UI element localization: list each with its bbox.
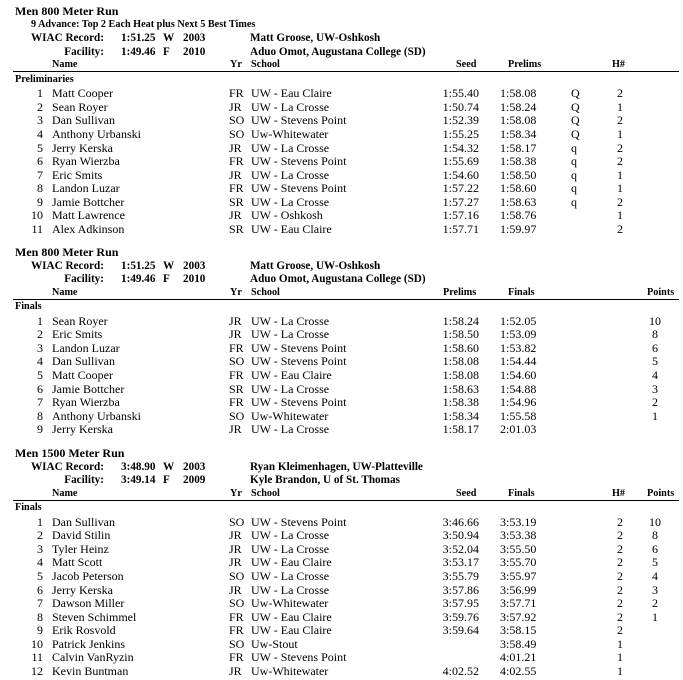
row-prelims-time: 1:58.63 xyxy=(500,194,537,209)
row-heat: 1 xyxy=(617,650,623,665)
record-holder: Matt Groose, UW-Oshkosh xyxy=(250,259,381,272)
row-year: JR xyxy=(229,555,242,570)
row-place: 4 xyxy=(37,127,43,142)
row-finals-time: 4:01.21 xyxy=(500,650,537,665)
row-school: UW - Eau Claire xyxy=(251,368,332,383)
row-place: 2 xyxy=(37,528,43,543)
row-year: FR xyxy=(229,609,244,624)
row-school: UW - La Crosse xyxy=(251,167,330,182)
column-header-c1: Seed xyxy=(456,487,477,499)
row-finals-time: 3:57.92 xyxy=(500,609,537,624)
row-finals-time: 3:56.99 xyxy=(500,582,537,597)
row-year: JR xyxy=(229,313,242,328)
record-label: Facility: xyxy=(64,45,104,58)
row-place: 4 xyxy=(37,354,43,369)
row-prelims-time: 1:58.38 xyxy=(442,395,479,410)
row-place: 5 xyxy=(37,140,43,155)
row-athlete-name: Dan Sullivan xyxy=(52,113,115,128)
row-heat: 2 xyxy=(617,623,623,638)
row-school: UW - La Crosse xyxy=(251,381,330,396)
row-school: UW - La Crosse xyxy=(251,582,330,597)
row-year: SO xyxy=(229,354,245,369)
row-place: 5 xyxy=(37,569,43,584)
column-header-c4: Points xyxy=(647,286,675,298)
row-athlete-name: Jamie Bottcher xyxy=(52,381,125,396)
row-place: 11 xyxy=(31,221,43,236)
row-heat: 2 xyxy=(617,113,623,128)
row-qualifier: Q xyxy=(571,113,580,128)
row-year: FR xyxy=(229,181,244,196)
row-seed-time: 1:55.25 xyxy=(442,127,479,142)
record-flag: W xyxy=(163,32,175,45)
row-prelims-time: 1:58.34 xyxy=(500,127,537,142)
column-header-c2: Prelims xyxy=(508,59,542,71)
row-year: JR xyxy=(229,528,242,543)
row-seed-time: 3:52.04 xyxy=(442,541,479,556)
row-finals-time: 1:53.82 xyxy=(500,340,537,355)
row-qualifier: q xyxy=(571,154,577,169)
row-prelims-time: 1:58.76 xyxy=(500,208,537,223)
row-finals-time: 1:54.88 xyxy=(500,381,537,396)
row-prelims-time: 1:58.24 xyxy=(500,99,537,114)
row-seed-time: 1:52.39 xyxy=(442,113,479,128)
event-title: Men 800 Meter Run xyxy=(15,245,119,259)
row-place: 10 xyxy=(31,208,43,223)
row-school: UW - Stevens Point xyxy=(251,154,347,169)
column-header-name: Name xyxy=(52,487,78,499)
record-year: 2003 xyxy=(183,259,206,272)
row-place: 9 xyxy=(37,422,43,437)
row-seed-time: 4:02.52 xyxy=(442,663,479,678)
record-holder: Aduo Omot, Augustana College (SD) xyxy=(250,45,426,58)
header-divider xyxy=(13,71,679,72)
row-points: 8 xyxy=(652,528,658,543)
row-year: JR xyxy=(229,422,242,437)
row-school: UW - La Crosse xyxy=(251,140,330,155)
record-holder: Matt Groose, UW-Oshkosh xyxy=(250,32,381,45)
row-place: 8 xyxy=(37,408,43,423)
column-header-yr: Yr xyxy=(230,286,242,298)
row-year: SR xyxy=(229,221,244,236)
row-prelims-time: 1:58.08 xyxy=(442,354,479,369)
record-time: 1:51.25 xyxy=(121,32,156,45)
row-school: UW - Oshkosh xyxy=(251,208,323,223)
row-seed-time: 3:59.76 xyxy=(442,609,479,624)
row-seed-time: 3:50.94 xyxy=(442,528,479,543)
row-athlete-name: Jerry Kerska xyxy=(52,140,113,155)
row-athlete-name: Eric Smits xyxy=(52,327,103,342)
row-place: 5 xyxy=(37,368,43,383)
row-seed-time: 1:55.69 xyxy=(442,154,479,169)
row-school: Uw-Whitewater xyxy=(251,127,329,142)
record-label: WIAC Record: xyxy=(30,32,104,45)
row-athlete-name: Matt Scott xyxy=(52,555,103,570)
row-finals-time: 3:53.19 xyxy=(500,514,537,529)
round-label: Preliminaries xyxy=(15,73,74,85)
row-school: UW - Eau Claire xyxy=(251,555,332,570)
row-prelims-time: 1:58.17 xyxy=(500,140,537,155)
row-athlete-name: Matt Lawrence xyxy=(52,208,125,223)
column-header-c3: H# xyxy=(612,59,626,71)
row-finals-time: 4:02.55 xyxy=(500,663,537,678)
record-holder: Kyle Brandon, U of St. Thomas xyxy=(250,474,400,487)
row-prelims-time: 1:58.63 xyxy=(442,381,479,396)
record-time: 3:49.14 xyxy=(121,474,156,487)
row-year: FR xyxy=(229,368,244,383)
record-year: 2010 xyxy=(183,273,206,286)
row-prelims-time: 1:58.08 xyxy=(500,113,537,128)
row-year: FR xyxy=(229,395,244,410)
column-header-yr: Yr xyxy=(230,487,242,499)
row-school: Uw-Whitewater xyxy=(251,596,329,611)
event-title: Men 800 Meter Run xyxy=(15,4,119,18)
column-header-c4: Points xyxy=(647,487,675,499)
row-year: SO xyxy=(229,636,245,651)
row-year: JR xyxy=(229,140,242,155)
row-athlete-name: Eric Smits xyxy=(52,167,103,182)
row-athlete-name: Anthony Urbanski xyxy=(52,127,141,142)
row-school: UW - Stevens Point xyxy=(251,650,347,665)
row-finals-time: 3:57.71 xyxy=(500,596,537,611)
row-seed-time: 1:57.27 xyxy=(442,194,479,209)
row-prelims-time: 1:59.97 xyxy=(500,221,537,236)
row-prelims-time: 1:58.50 xyxy=(500,167,537,182)
row-school: UW - La Crosse xyxy=(251,327,330,342)
row-heat: 2 xyxy=(617,221,623,236)
row-heat: 1 xyxy=(617,99,623,114)
row-school: UW - La Crosse xyxy=(251,99,330,114)
row-points: 10 xyxy=(649,514,661,529)
record-flag: W xyxy=(163,460,175,473)
column-header-school: School xyxy=(251,487,280,499)
row-athlete-name: Ryan Wierzba xyxy=(52,395,120,410)
row-athlete-name: Jacob Peterson xyxy=(52,569,124,584)
row-points: 4 xyxy=(652,368,658,383)
row-athlete-name: David Stilin xyxy=(52,528,111,543)
row-heat: 2 xyxy=(617,528,623,543)
record-flag: F xyxy=(163,474,170,487)
row-athlete-name: Dan Sullivan xyxy=(52,514,115,529)
row-prelims-time: 1:58.60 xyxy=(442,340,479,355)
record-flag: F xyxy=(163,45,170,58)
row-place: 3 xyxy=(37,541,43,556)
column-header-c1: Prelims xyxy=(443,286,477,298)
row-school: Uw-Stout xyxy=(251,636,298,651)
row-year: FR xyxy=(229,623,244,638)
row-year: JR xyxy=(229,167,242,182)
row-points: 10 xyxy=(649,313,661,328)
record-time: 1:49.46 xyxy=(121,45,156,58)
row-seed-time: 1:50.74 xyxy=(442,99,479,114)
row-seed-time: 1:57.16 xyxy=(442,208,479,223)
row-school: UW - Stevens Point xyxy=(251,514,347,529)
row-prelims-time: 1:58.34 xyxy=(442,408,479,423)
row-school: UW - Eau Claire xyxy=(251,221,332,236)
row-heat: 2 xyxy=(617,582,623,597)
row-heat: 2 xyxy=(617,154,623,169)
row-school: UW - Stevens Point xyxy=(251,113,347,128)
row-place: 4 xyxy=(37,555,43,570)
row-seed-time: 1:57.71 xyxy=(442,221,479,236)
row-place: 7 xyxy=(37,395,43,410)
row-heat: 1 xyxy=(617,663,623,678)
row-prelims-time: 1:58.38 xyxy=(500,154,537,169)
row-finals-time: 3:53.38 xyxy=(500,528,537,543)
row-prelims-time: 1:58.50 xyxy=(442,327,479,342)
row-heat: 2 xyxy=(617,86,623,101)
row-heat: 2 xyxy=(617,514,623,529)
row-athlete-name: Calvin VanRyzin xyxy=(52,650,134,665)
row-athlete-name: Erik Rosvold xyxy=(52,623,116,638)
row-finals-time: 1:55.58 xyxy=(500,408,537,423)
row-year: SO xyxy=(229,113,245,128)
row-seed-time: 3:57.95 xyxy=(442,596,479,611)
row-place: 8 xyxy=(37,609,43,624)
row-athlete-name: Landon Luzar xyxy=(52,181,120,196)
row-school: UW - Eau Claire xyxy=(251,86,332,101)
column-header-yr: Yr xyxy=(230,59,242,71)
row-athlete-name: Steven Schimmel xyxy=(52,609,137,624)
record-flag: F xyxy=(163,273,170,286)
row-year: SR xyxy=(229,381,244,396)
row-school: UW - La Crosse xyxy=(251,422,330,437)
row-place: 1 xyxy=(37,313,43,328)
row-school: UW - La Crosse xyxy=(251,528,330,543)
row-athlete-name: Ryan Wierzba xyxy=(52,154,120,169)
row-prelims-time: 1:58.08 xyxy=(500,86,537,101)
row-points: 8 xyxy=(652,327,658,342)
row-year: JR xyxy=(229,663,242,678)
row-place: 6 xyxy=(37,381,43,396)
row-school: Uw-Whitewater xyxy=(251,663,329,678)
row-place: 1 xyxy=(37,86,43,101)
record-year: 2003 xyxy=(183,32,206,45)
record-holder: Aduo Omot, Augustana College (SD) xyxy=(250,273,426,286)
row-place: 7 xyxy=(37,596,43,611)
row-school: UW - La Crosse xyxy=(251,313,330,328)
row-year: JR xyxy=(229,582,242,597)
record-time: 1:51.25 xyxy=(121,259,156,272)
column-header-school: School xyxy=(251,59,280,71)
row-points: 5 xyxy=(652,555,658,570)
row-finals-time: 1:54.96 xyxy=(500,395,537,410)
row-school: UW - La Crosse xyxy=(251,541,330,556)
record-label: WIAC Record: xyxy=(30,460,104,473)
row-seed-time: 1:54.60 xyxy=(442,167,479,182)
row-athlete-name: Jerry Kerska xyxy=(52,422,113,437)
row-heat: 1 xyxy=(617,167,623,182)
row-finals-time: 1:53.09 xyxy=(500,327,537,342)
column-header-c3: H# xyxy=(612,487,626,499)
row-finals-time: 3:55.50 xyxy=(500,541,537,556)
row-prelims-time: 1:58.17 xyxy=(442,422,479,437)
row-finals-time: 3:58.15 xyxy=(500,623,537,638)
row-school: UW - Stevens Point xyxy=(251,340,347,355)
record-holder: Ryan Kleimenhagen, UW-Platteville xyxy=(250,460,423,473)
row-seed-time: 1:57.22 xyxy=(442,181,479,196)
record-label: Facility: xyxy=(64,474,104,487)
row-year: FR xyxy=(229,650,244,665)
row-heat: 1 xyxy=(617,181,623,196)
row-place: 3 xyxy=(37,113,43,128)
header-divider xyxy=(13,299,679,300)
row-heat: 2 xyxy=(617,555,623,570)
row-year: JR xyxy=(229,99,242,114)
row-year: SO xyxy=(229,408,245,423)
row-seed-time: 3:59.64 xyxy=(442,623,479,638)
row-athlete-name: Sean Royer xyxy=(52,99,108,114)
row-athlete-name: Jamie Bottcher xyxy=(52,194,125,209)
column-header-name: Name xyxy=(52,286,78,298)
row-athlete-name: Dawson Miller xyxy=(52,596,125,611)
record-time: 3:48.90 xyxy=(121,460,156,473)
row-finals-time: 2:01.03 xyxy=(500,422,537,437)
row-qualifier: q xyxy=(571,181,577,196)
row-year: FR xyxy=(229,340,244,355)
row-heat: 1 xyxy=(617,636,623,651)
row-qualifier: q xyxy=(571,194,577,209)
row-school: UW - Stevens Point xyxy=(251,395,347,410)
row-prelims-time: 1:58.60 xyxy=(500,181,537,196)
row-heat: 2 xyxy=(617,140,623,155)
row-year: FR xyxy=(229,86,244,101)
row-athlete-name: Kevin Buntman xyxy=(52,663,129,678)
record-year: 2003 xyxy=(183,460,206,473)
row-athlete-name: Patrick Jenkins xyxy=(52,636,125,651)
row-finals-time: 1:54.60 xyxy=(500,368,537,383)
row-points: 2 xyxy=(652,395,658,410)
row-place: 10 xyxy=(31,636,43,651)
row-year: SO xyxy=(229,569,245,584)
row-points: 6 xyxy=(652,340,658,355)
row-school: UW - Stevens Point xyxy=(251,181,347,196)
record-year: 2010 xyxy=(183,45,206,58)
record-time: 1:49.46 xyxy=(121,273,156,286)
row-place: 1 xyxy=(37,514,43,529)
row-athlete-name: Landon Luzar xyxy=(52,340,120,355)
row-heat: 2 xyxy=(617,194,623,209)
row-year: JR xyxy=(229,208,242,223)
row-school: UW - Eau Claire xyxy=(251,609,332,624)
row-year: JR xyxy=(229,327,242,342)
row-points: 5 xyxy=(652,354,658,369)
row-place: 9 xyxy=(37,623,43,638)
row-place: 6 xyxy=(37,582,43,597)
row-qualifier: q xyxy=(571,167,577,182)
column-header-c2: Finals xyxy=(508,487,535,499)
row-qualifier: Q xyxy=(571,99,580,114)
row-school: UW - Stevens Point xyxy=(251,354,347,369)
row-points: 3 xyxy=(652,381,658,396)
row-place: 3 xyxy=(37,340,43,355)
row-athlete-name: Jerry Kerska xyxy=(52,582,113,597)
round-label: Finals xyxy=(15,301,42,313)
row-place: 12 xyxy=(31,663,43,678)
row-place: 2 xyxy=(37,99,43,114)
row-place: 9 xyxy=(37,194,43,209)
row-heat: 2 xyxy=(617,596,623,611)
row-heat: 2 xyxy=(617,569,623,584)
row-year: SO xyxy=(229,127,245,142)
header-divider xyxy=(13,500,679,501)
row-seed-time: 3:53.17 xyxy=(442,555,479,570)
row-seed-time: 3:46.66 xyxy=(442,514,479,529)
row-place: 11 xyxy=(31,650,43,665)
row-seed-time: 1:55.40 xyxy=(442,86,479,101)
event-title: Men 1500 Meter Run xyxy=(15,446,125,460)
row-school: UW - La Crosse xyxy=(251,569,330,584)
row-athlete-name: Tyler Heinz xyxy=(52,541,109,556)
row-points: 1 xyxy=(652,408,658,423)
row-place: 6 xyxy=(37,154,43,169)
row-points: 2 xyxy=(652,596,658,611)
row-year: SO xyxy=(229,514,245,529)
row-seed-time: 3:55.79 xyxy=(442,569,479,584)
row-heat: 2 xyxy=(617,609,623,624)
row-school: Uw-Whitewater xyxy=(251,408,329,423)
row-finals-time: 3:58.49 xyxy=(500,636,537,651)
row-place: 8 xyxy=(37,181,43,196)
row-athlete-name: Anthony Urbanski xyxy=(52,408,141,423)
record-label: WIAC Record: xyxy=(30,259,104,272)
row-seed-time: 3:57.86 xyxy=(442,582,479,597)
row-athlete-name: Sean Royer xyxy=(52,313,108,328)
row-qualifier: Q xyxy=(571,86,580,101)
row-prelims-time: 1:58.24 xyxy=(442,313,479,328)
row-points: 1 xyxy=(652,609,658,624)
advance-rule: 9 Advance: Top 2 Each Heat plus Next 5 Best Times xyxy=(31,18,256,30)
row-athlete-name: Alex Adkinson xyxy=(52,221,125,236)
row-finals-time: 3:55.70 xyxy=(500,555,537,570)
row-points: 3 xyxy=(652,582,658,597)
row-finals-time: 3:55.97 xyxy=(500,569,537,584)
record-flag: W xyxy=(163,259,175,272)
row-heat: 1 xyxy=(617,208,623,223)
row-place: 2 xyxy=(37,327,43,342)
row-athlete-name: Dan Sullivan xyxy=(52,354,115,369)
row-finals-time: 1:52.05 xyxy=(500,313,537,328)
row-athlete-name: Matt Cooper xyxy=(52,86,113,101)
row-year: FR xyxy=(229,154,244,169)
row-heat: 1 xyxy=(617,127,623,142)
row-year: SR xyxy=(229,194,244,209)
row-seed-time: 1:54.32 xyxy=(442,140,479,155)
column-header-c1: Seed xyxy=(456,59,477,71)
row-year: JR xyxy=(229,541,242,556)
row-points: 4 xyxy=(652,569,658,584)
row-school: UW - Eau Claire xyxy=(251,623,332,638)
row-finals-time: 1:54.44 xyxy=(500,354,537,369)
column-header-school: School xyxy=(251,286,280,298)
row-points: 6 xyxy=(652,541,658,556)
row-heat: 2 xyxy=(617,541,623,556)
row-prelims-time: 1:58.08 xyxy=(442,368,479,383)
record-label: Facility: xyxy=(64,273,104,286)
round-label: Finals xyxy=(15,502,42,514)
row-school: UW - La Crosse xyxy=(251,194,330,209)
row-year: SO xyxy=(229,596,245,611)
row-qualifier: Q xyxy=(571,127,580,142)
column-header-name: Name xyxy=(52,59,78,71)
row-qualifier: q xyxy=(571,140,577,155)
row-athlete-name: Matt Cooper xyxy=(52,368,113,383)
column-header-c2: Finals xyxy=(508,286,535,298)
row-place: 7 xyxy=(37,167,43,182)
record-year: 2009 xyxy=(183,474,206,487)
